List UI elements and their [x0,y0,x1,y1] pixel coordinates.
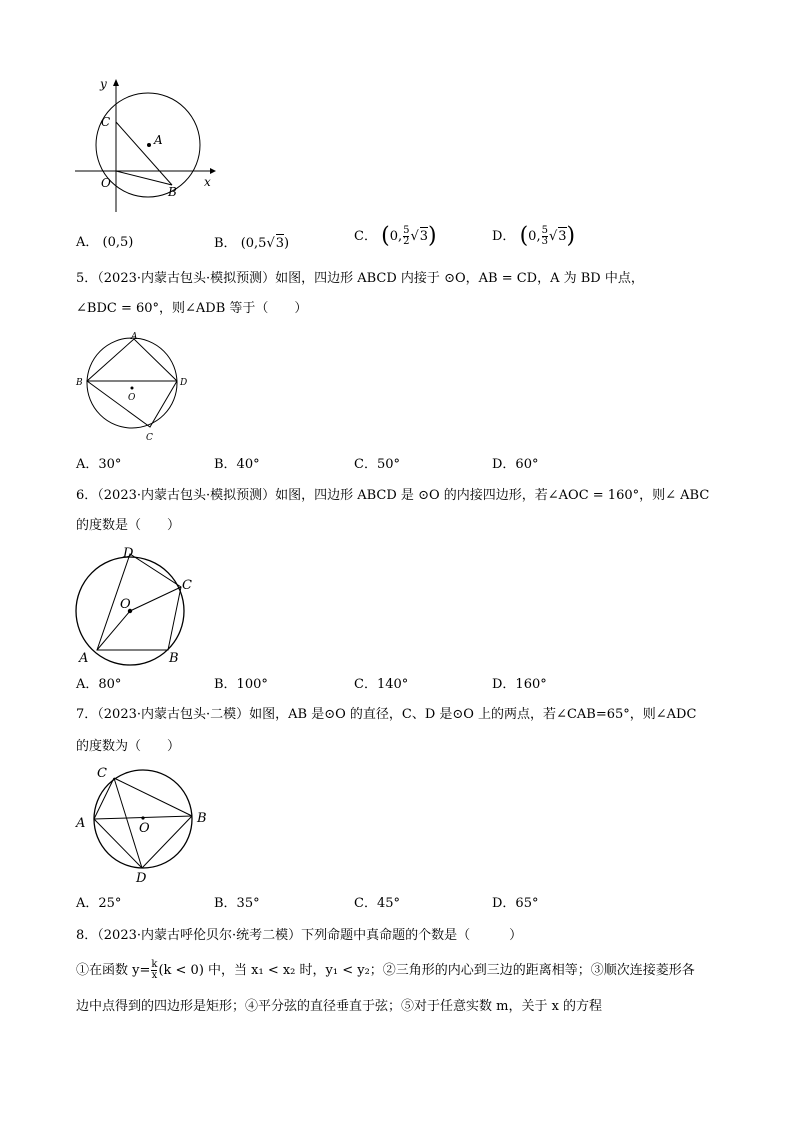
option-label: C． [354,229,377,244]
right-paren: ) [428,223,437,249]
q6-option-c[interactable]: C．140° [354,677,409,692]
fraction-numerator: k [151,959,158,970]
label-B: B [168,185,177,199]
left-paren: ( [381,223,390,249]
label-O: O [120,597,131,612]
q8-line2-rest: (k < 0) 中，当 x₁ < x₂ 时，y₁ < y₂；②三角形的内心到三边的距离相等；③顺次连接菱形各 [158,963,695,978]
option-root: 3 [275,236,285,251]
label-C: C [97,766,107,781]
y-axis-arrow [113,79,119,86]
q6-question-line2: 的度数是（ ） [76,518,181,533]
q8-question-line1: 8．（2023·内蒙古呼伦贝尔·统考二模）下列命题中真命题的个数是（ ） [76,928,523,943]
sqrt-sign: √ [410,229,419,244]
segment-CB [116,122,172,185]
segment-OC [130,587,181,611]
label-B: B [197,811,207,826]
label-O: O [128,393,136,403]
fraction-k-over-x [151,960,157,981]
label-C: C [146,433,153,443]
option-label: A． [76,235,99,250]
fraction-denominator: 2 [403,236,410,247]
option-root: 3 [419,229,429,244]
q7-question-line1: 7．（2023·内蒙古包头·二模）如图，AB 是⊙O 的直径，C、D 是⊙O 上的两点，若∠CAB=65°，则∠ADC [76,707,697,722]
label-x: x [204,175,211,189]
option-prefix: 0, [389,229,403,244]
q5-option-a[interactable]: A．30° [76,457,122,472]
circle-O [87,338,177,428]
label-O: O [101,176,111,190]
q5-question-line2: ∠BDC = 60°，则∠ADB 等于（ ） [76,301,308,316]
label-A: A [76,816,86,831]
x-axis-arrow [210,168,216,174]
option-prefix: 0, [528,229,541,244]
q5-option-d[interactable]: D．60° [492,457,539,472]
q8-line2-start: ①在函数 y= [76,963,151,978]
q7-question-line2: 的度数为（ ） [76,739,181,754]
q6-question-line1: 6．（2023·内蒙古包头·模拟预测）如图，四边形 ABCD 是 ⊙O 的内接四边形，若∠AOC = 160°，则∠ ABC [76,488,710,503]
q4-option-c[interactable] [354,223,437,249]
q5-question-line1: 5．（2023·内蒙古包头·模拟预测）如图，四边形 ABCD 内接于 ⊙O，AB = CD，A 为 BD 中点， [76,271,644,286]
q5-option-c[interactable]: C．50° [354,457,400,472]
option-root: 3 [558,229,567,244]
fraction-denominator: x [151,970,158,981]
segment-OB [116,171,172,185]
label-C: C [182,578,192,593]
label-D: D [136,871,147,886]
q6-figure [72,543,207,671]
q4-option-d[interactable] [492,223,576,249]
q4-option-a[interactable] [76,234,133,252]
right-paren: ) [566,223,576,249]
segment-CD [114,778,142,868]
label-B: B [169,651,179,666]
option-value-prefix: (0,5 [240,236,267,251]
fraction [403,226,409,247]
q8-question-line2 [76,958,695,984]
label-D: D [180,378,188,388]
fraction-numerator: 5 [403,225,410,236]
segment-AC [94,778,114,819]
q7-option-a[interactable]: A．25° [76,896,122,911]
left-paren: ( [519,223,529,249]
q5-figure [72,330,202,445]
fraction [542,226,548,247]
center-point-A [147,143,151,147]
segment-AO [97,611,130,650]
q8-question-line3: 边中点得到的四边形是矩形；④平分弦的直径垂直于弦；⑤对于任意实数 m，关于 x 的方程 [76,999,603,1014]
segment-CB [114,778,192,816]
label-A: A [131,332,138,342]
q6-option-a[interactable]: A．80° [76,677,122,692]
option-value: (0,5) [102,235,134,250]
label-A: A [79,651,89,666]
q5-option-b[interactable]: B．40° [214,457,260,472]
label-y: y [100,77,107,91]
center-point-O [141,816,144,819]
label-A: A [154,133,163,147]
q6-option-b[interactable]: B．100° [214,677,268,692]
label-C: C [101,115,111,129]
label-D: D [123,546,134,561]
q7-option-c[interactable]: C．45° [354,896,400,911]
label-B: B [76,378,83,388]
sqrt-sign: √ [266,236,275,251]
q4-figure [70,72,230,222]
q7-figure [70,762,220,887]
center-point-O [131,387,134,390]
label-O: O [139,821,150,836]
quadrilateral-ABCD [87,339,177,427]
sqrt-sign: √ [548,229,558,244]
fraction-numerator: 5 [541,225,548,236]
q7-option-d[interactable]: D．65° [492,896,539,911]
q7-option-b[interactable]: B．35° [214,896,260,911]
fraction-denominator: 3 [541,236,548,247]
q6-option-d[interactable]: D．160° [492,677,547,692]
option-label: B． [214,236,237,251]
q4-option-b[interactable]: B． (0,5√3) [214,236,290,251]
option-label: D． [492,229,516,244]
